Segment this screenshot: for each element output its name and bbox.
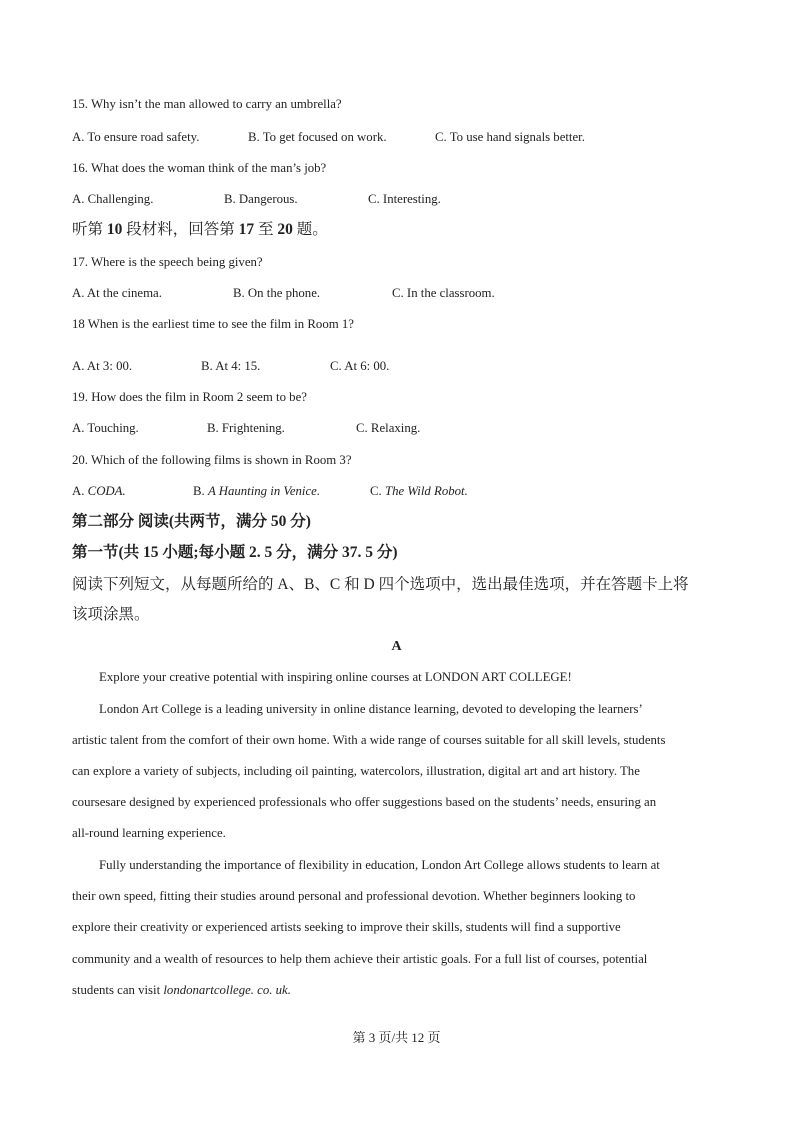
page-footer: 第 3 页/共 12 页 — [352, 1030, 441, 1045]
option-16-c: C. Interesting. — [368, 192, 441, 206]
option-17-c: C. In the classroom. — [392, 286, 495, 300]
passage-paragraph-3-line-3: explore their creativity or experienced artists seeking to improve their skills, students will find a supportive — [72, 920, 621, 934]
website-link: londonartcollege. co. uk. — [163, 983, 291, 997]
passage-paragraph-3-line-1: Fully understanding the importance of flexibility in education, London Art College allows students to learn at — [99, 858, 660, 872]
section-10-heading: 听第 10 段材料，回答第 17 至 20 题。 — [72, 221, 328, 238]
instructions-line-2: 该项涂黑。 — [72, 606, 150, 623]
passage-paragraph-2-line-2: artistic talent from the comfort of their own home. With a wide range of courses suitable for all skill levels, students — [72, 733, 666, 747]
passage-paragraph-2-line-4: coursesare designed by experienced professionals who offer suggestions based on the students’ needs, ensuring an — [72, 795, 657, 809]
option-15-a: A. To ensure road safety. — [72, 130, 200, 144]
option-16-a: A. Challenging. — [72, 192, 154, 206]
option-17-b: B. On the phone. — [233, 286, 321, 300]
part-2-heading: 第二部分 阅读(共两节，满分 50 分) — [72, 513, 311, 530]
passage-paragraph-2-line-1: London Art College is a leading university in online distance learning, devoted to developing the learners’ — [99, 702, 643, 716]
option-16-b: B. Dangerous. — [224, 192, 298, 206]
section-1-heading: 第一节(共 15 小题;每小题 2. 5 分，满分 37. 5 分) — [72, 544, 398, 561]
option-19-a: A. Touching. — [72, 421, 139, 435]
passage-paragraph-3-line-4: community and a wealth of resources to help them achieve their artistic goals. For a full list of courses, potential — [72, 952, 648, 966]
passage-paragraph-3-line-2: their own speed, fitting their studies around personal and professional devotion. Whether beginners looking to — [72, 889, 636, 903]
question-19: 19. How does the film in Room 2 seem to be? — [72, 390, 307, 404]
option-17-a: A. At the cinema. — [72, 286, 162, 300]
option-18-c: C. At 6: 00. — [330, 359, 390, 373]
question-20: 20. Which of the following films is shown in Room 3? — [72, 453, 352, 467]
question-17: 17. Where is the speech being given? — [72, 255, 263, 269]
passage-paragraph-2-line-5: all-round learning experience. — [72, 826, 226, 840]
option-19-b: B. Frightening. — [207, 421, 285, 435]
instructions-line-1: 阅读下列短文，从每题所给的 A、B、C 和 D 四个选项中，选出最佳选项，并在答题卡上将 — [72, 576, 689, 593]
passage-paragraph-2-line-3: can explore a variety of subjects, including oil painting, watercolors, illustration, digital art and art history. The — [72, 764, 640, 778]
option-19-c: C. Relaxing. — [356, 421, 421, 435]
passage-label: A — [391, 639, 402, 654]
option-15-c: C. To use hand signals better. — [435, 130, 585, 144]
passage-paragraph-3-line-5: students can visit londonartcollege. co. uk. — [72, 983, 291, 997]
option-15-b: B. To get focused on work. — [248, 130, 387, 144]
option-20-a: A. CODA. — [72, 484, 126, 498]
passage-paragraph-1: Explore your creative potential with inspiring online courses at LONDON ART COLLEGE! — [99, 670, 572, 684]
option-20-c: C. The Wild Robot. — [370, 484, 468, 498]
option-18-a: A. At 3: 00. — [72, 359, 133, 373]
option-18-b: B. At 4: 15. — [201, 359, 261, 373]
question-16: 16. What does the woman think of the man’s job? — [72, 161, 327, 175]
question-15: 15. Why isn’t the man allowed to carry an umbrella? — [72, 97, 342, 111]
option-20-b: B. A Haunting in Venice. — [193, 484, 321, 498]
question-18: 18 When is the earliest time to see the film in Room 1? — [72, 317, 354, 331]
